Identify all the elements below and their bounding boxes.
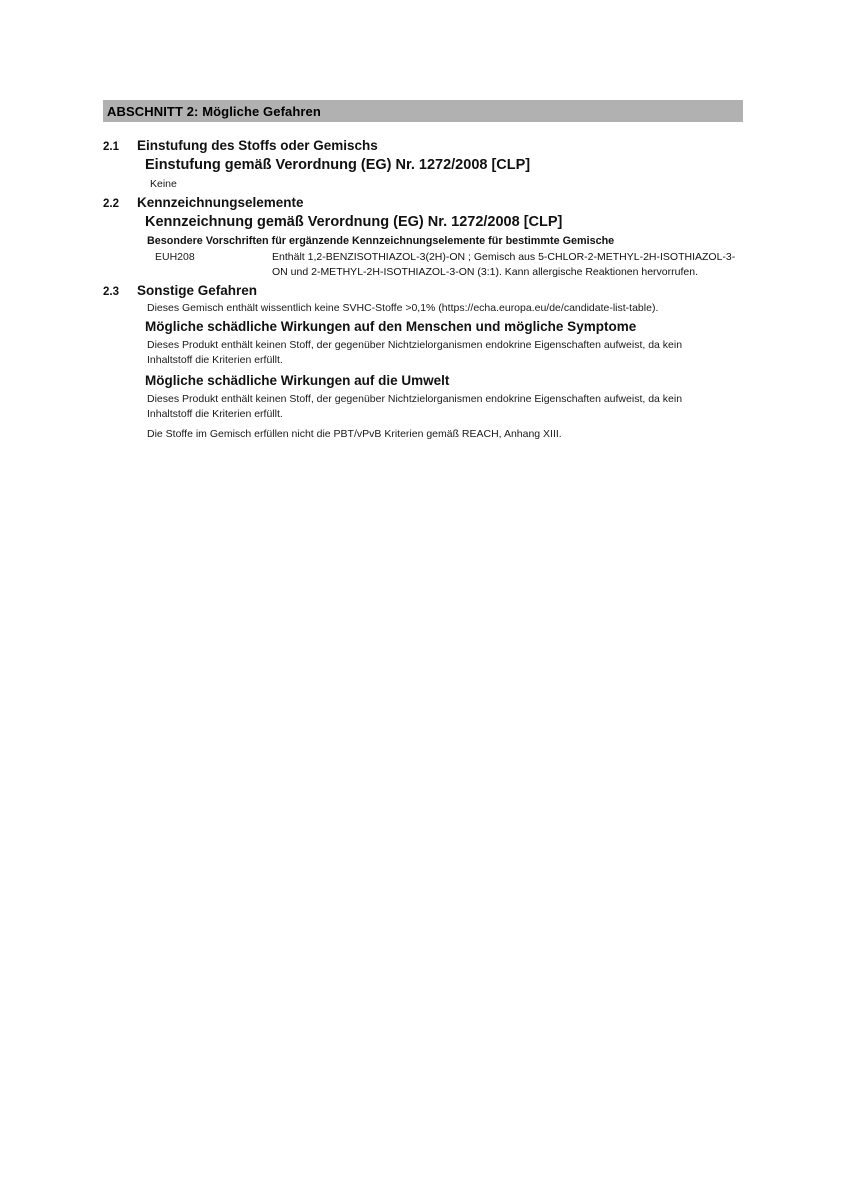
section-2-2-heading [103,194,743,212]
section-2-1-heading [103,137,743,155]
section-2-2-title: Kennzeichnungselemente [137,195,304,210]
clp-classification-heading: Einstufung gemäß Verordnung (EG) Nr. 1272/2008 [CLP] [145,157,531,173]
section-2-2 [103,194,743,280]
classification-value: Keine [150,178,177,190]
section-2-3-heading [103,282,743,300]
section-2-1-title: Einstufung des Stoffs oder Gemischs [137,138,378,153]
clp-labelling-heading: Kennzeichnung gemäß Verordnung (EG) Nr. 1272/2008 [CLP] [145,214,563,230]
human-effects-text: Dieses Produkt enthält keinen Stoff, der gegenüber Nichtzielorganismen endokrine Eigenschaften aufweist, da kein Inhaltstoff die Kriterien erfüllt. [147,339,683,366]
section-2-3-number: 2.3 [103,286,119,298]
section-2-3-title: Sonstige Gefahren [137,283,258,298]
environment-effects-heading: Mögliche schädliche Wirkungen auf die Umwelt [145,373,450,388]
section-2-2-number: 2.2 [103,198,119,210]
section-2-1-number: 2.1 [103,141,119,153]
euh-statement-row [155,250,743,280]
environment-effects-text: Dieses Produkt enthält keinen Stoff, der gegenüber Nichtzielorganismen endokrine Eigenschaften aufweist, da kein Inhaltstoff die Kriterien erfüllt. [147,393,683,420]
section-2-3 [103,282,743,441]
human-effects-heading: Mögliche schädliche Wirkungen auf den Menschen und mögliche Symptome [145,319,637,334]
section-2-1 [103,137,743,191]
section-header-bar [103,100,743,122]
pbt-vpvb-statement: Die Stoffe im Gemisch erfüllen nicht die PBT/vPvB Kriterien gemäß REACH, Anhang XIII. [147,428,562,440]
special-provisions-heading: Besondere Vorschriften für ergänzende Kennzeichnungselemente für bestimmte Gemische [147,235,615,247]
euh-code: EUH208 [155,251,195,263]
svhc-statement: Dieses Gemisch enthält wissentlich keine SVHC-Stoffe >0,1% (https://echa.europa.eu/de/candidate-list-table). [147,302,659,314]
euh-statement-text: Enthält 1,2-BENZISOTHIAZOL-3(2H)-ON ; Gemisch aus 5-CHLOR-2-METHYL-2H-ISOTHIAZOL-3-ON und 2-METHYL-2H-ISOTHIAZOL-3-ON (3:1). Kann allergische Reaktionen hervorrufen. [272,251,736,278]
section-header-title: ABSCHNITT 2: Mögliche Gefahren [107,103,321,119]
document-content [103,100,743,441]
